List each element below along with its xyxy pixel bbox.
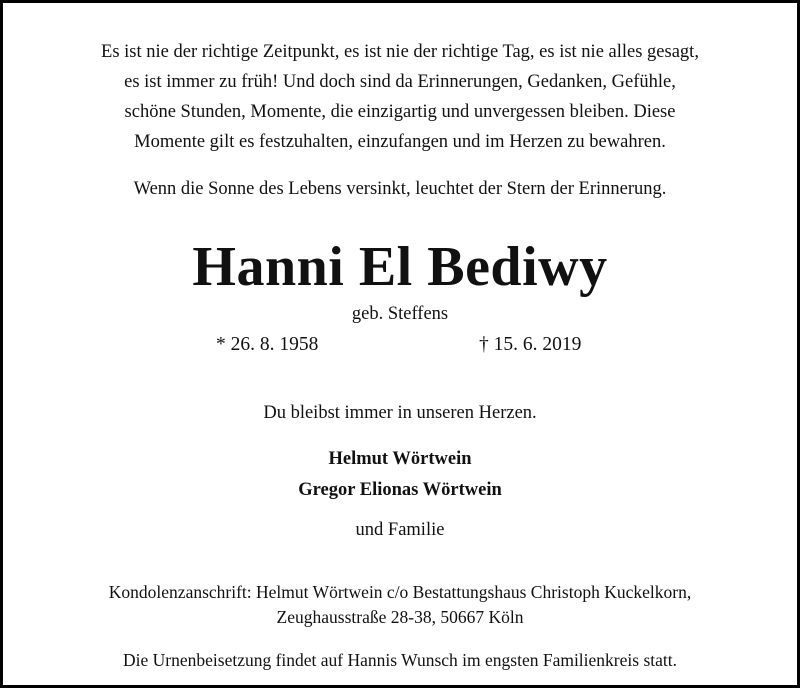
farewell-text: Du bleibst immer in unseren Herzen. (263, 403, 537, 423)
mourner-name: Helmut Wörtwein (328, 449, 472, 469)
address-line: Kondolenzanschrift: Helmut Wörtwein c/o Bestattungshaus Christoph Kuckelkorn, (108, 582, 692, 602)
burial-note: Die Urnenbeisetzung findet auf Hannis Wunsch im engsten Familienkreis statt. (123, 650, 677, 670)
maiden-name: geb. Steffens (351, 304, 449, 324)
family-text: und Familie (355, 520, 445, 540)
birth-date: * 26. 8. 1958 (216, 334, 319, 355)
intro-line: Es ist nie der richtige Zeitpunkt, es ist nie der richtige Tag, es ist nie alles gesagt, (101, 42, 699, 62)
intro-line: schöne Stunden, Momente, die einzigartig und unvergessen bleiben. Diese (124, 102, 676, 122)
intro-text (3, 37, 797, 157)
address-line: Zeughausstraße 28-38, 50667 Köln (276, 607, 524, 627)
condolence-address (3, 580, 797, 630)
mourner-name: Gregor Elionas Wörtwein (298, 480, 502, 500)
intro-line: es ist immer zu früh! Und doch sind da Erinnerungen, Gedanken, Gefühle, (124, 72, 676, 92)
deceased-name: Hanni El Bediwy (192, 236, 608, 298)
death-date: † 15. 6. 2019 (479, 334, 582, 355)
quote: Wenn die Sonne des Lebens versinkt, leuchtet der Stern der Erinnerung. (133, 179, 667, 199)
intro-line: Momente gilt es festzuhalten, einzufangen und im Herzen zu bewahren. (134, 132, 666, 152)
